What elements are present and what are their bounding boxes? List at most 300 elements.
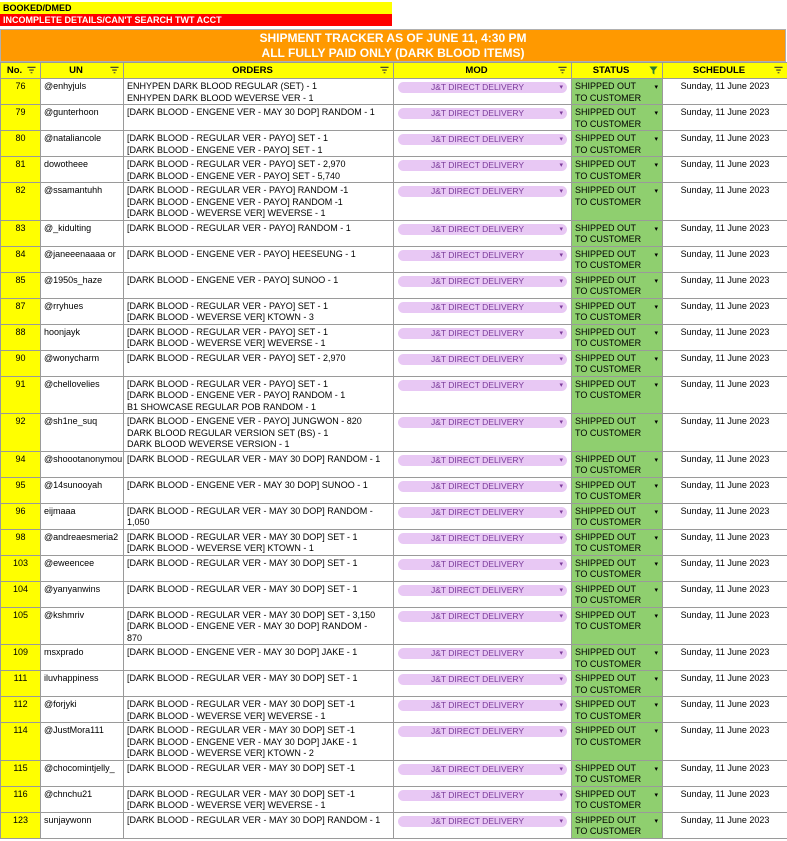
order-line: [DARK BLOOD - REGULAR VER - MAY 30 DOP] SET - 1 bbox=[127, 583, 358, 594]
header-mod[interactable]: MOD bbox=[394, 63, 572, 79]
order-line: [DARK BLOOD - WEVERSE VER] KTOWN - 2 bbox=[127, 748, 314, 758]
cell-schedule[interactable]: Sunday, 11 June 2023 bbox=[663, 529, 787, 555]
status-line: SHIPPED OUT bbox=[575, 416, 637, 426]
chevron-down-icon[interactable]: ▾ bbox=[559, 728, 563, 735]
chevron-down-icon[interactable]: ▾ bbox=[559, 188, 563, 195]
cell-mod bbox=[394, 350, 572, 376]
status-dropdown[interactable] bbox=[572, 671, 663, 697]
cell-schedule[interactable]: Sunday, 11 June 2023 bbox=[663, 760, 787, 786]
cell-un[interactable]: @chnchu21 bbox=[41, 786, 124, 812]
cell-no[interactable]: 92 bbox=[1, 414, 41, 452]
mod-label: J&T DIRECT DELIVERY bbox=[430, 726, 525, 736]
chevron-down-icon[interactable]: ▾ bbox=[654, 612, 658, 620]
cell-schedule[interactable]: Sunday, 11 June 2023 bbox=[663, 105, 787, 131]
cell-schedule[interactable]: Sunday, 11 June 2023 bbox=[663, 246, 787, 272]
chevron-down-icon[interactable]: ▾ bbox=[559, 162, 563, 169]
cell-un[interactable]: @14sunooyah bbox=[41, 477, 124, 503]
mod-dropdown-chip[interactable] bbox=[398, 276, 567, 287]
cell-un[interactable]: @yanyanwins bbox=[41, 581, 124, 607]
cell-no[interactable]: 95 bbox=[1, 477, 41, 503]
chevron-down-icon[interactable]: ▾ bbox=[559, 612, 563, 620]
cell-orders[interactable] bbox=[124, 157, 394, 183]
cell-no[interactable]: 76 bbox=[1, 79, 41, 105]
status-dropdown[interactable] bbox=[572, 183, 663, 221]
status-line: SHIPPED OUT bbox=[575, 352, 637, 363]
order-line: [DARK BLOOD - WEVERSE VER] KTOWN - 3 bbox=[127, 312, 314, 322]
cell-orders[interactable] bbox=[124, 451, 394, 477]
cell-schedule[interactable]: Sunday, 11 June 2023 bbox=[663, 671, 787, 697]
cell-no[interactable]: 105 bbox=[1, 607, 41, 645]
table-row bbox=[1, 451, 787, 477]
cell-no[interactable]: 79 bbox=[1, 105, 41, 131]
chevron-down-icon[interactable]: ▾ bbox=[654, 456, 658, 464]
mod-dropdown-chip[interactable] bbox=[398, 507, 567, 518]
header-schedule[interactable]: SCHEDULE bbox=[663, 63, 787, 79]
cell-schedule[interactable]: Sunday, 11 June 2023 bbox=[663, 157, 787, 183]
order-line: [DARK BLOOD - ENGENE VER - PAYO] SUNOO - 1 bbox=[127, 274, 339, 285]
status-dropdown[interactable] bbox=[572, 376, 663, 414]
cell-schedule[interactable]: Sunday, 11 June 2023 bbox=[663, 697, 787, 723]
status-line: TO CUSTOMER bbox=[575, 543, 642, 553]
mod-label: J&T DIRECT DELIVERY bbox=[430, 82, 525, 92]
order-line: [DARK BLOOD - REGULAR VER - MAY 30 DOP] SET - 3,150 bbox=[127, 609, 376, 620]
cell-no[interactable]: 94 bbox=[1, 451, 41, 477]
mod-label: J&T DIRECT DELIVERY bbox=[430, 789, 525, 800]
status-dropdown[interactable] bbox=[572, 477, 663, 503]
mod-dropdown-chip[interactable] bbox=[398, 186, 567, 197]
status-line: TO CUSTOMER bbox=[575, 390, 642, 400]
status-dropdown[interactable] bbox=[572, 298, 663, 324]
chevron-down-icon[interactable]: ▾ bbox=[654, 817, 658, 825]
cell-orders[interactable] bbox=[124, 246, 394, 272]
cell-schedule[interactable]: Sunday, 11 June 2023 bbox=[663, 324, 787, 350]
cell-orders[interactable] bbox=[124, 555, 394, 581]
cell-orders[interactable] bbox=[124, 183, 394, 221]
cell-no[interactable]: 115 bbox=[1, 760, 41, 786]
mod-dropdown-chip[interactable] bbox=[398, 816, 567, 827]
order-line: [DARK BLOOD - WEVERSE VER] WEVERSE - 1 bbox=[127, 338, 326, 348]
cell-no[interactable]: 82 bbox=[1, 183, 41, 221]
cell-un[interactable]: @_kidulting bbox=[41, 220, 124, 246]
chevron-down-icon[interactable]: ▾ bbox=[559, 419, 563, 426]
header-un[interactable]: UN bbox=[41, 63, 124, 79]
mod-dropdown-chip[interactable] bbox=[398, 417, 567, 428]
filter-icon[interactable] bbox=[110, 66, 119, 75]
cell-un[interactable]: @eweencee bbox=[41, 555, 124, 581]
chevron-down-icon[interactable]: ▾ bbox=[654, 765, 658, 773]
cell-orders[interactable] bbox=[124, 376, 394, 414]
mod-dropdown-chip[interactable] bbox=[398, 481, 567, 492]
cell-un[interactable]: sunjaywonn bbox=[41, 812, 124, 838]
chevron-down-icon[interactable]: ▾ bbox=[654, 650, 658, 657]
cell-no[interactable]: 116 bbox=[1, 786, 41, 812]
chevron-down-icon[interactable]: ▾ bbox=[559, 676, 563, 683]
status-line: TO CUSTOMER bbox=[575, 710, 642, 721]
status-dropdown[interactable] bbox=[572, 131, 663, 157]
mod-dropdown-chip[interactable] bbox=[398, 354, 567, 365]
mod-dropdown-chip[interactable] bbox=[398, 764, 567, 775]
order-line: [DARK BLOOD - REGULAR VER - PAYO] SET - 2,970 bbox=[127, 159, 346, 169]
mod-dropdown-chip[interactable] bbox=[398, 790, 567, 801]
cell-mod bbox=[394, 414, 572, 452]
cell-un[interactable]: @shoootanonymou bbox=[41, 451, 124, 477]
cell-orders[interactable] bbox=[124, 272, 394, 298]
cell-schedule[interactable]: Sunday, 11 June 2023 bbox=[663, 131, 787, 157]
order-line: [DARK BLOOD - REGULAR VER - PAYO] SET - 1 bbox=[127, 378, 329, 389]
mod-dropdown-chip[interactable] bbox=[398, 380, 567, 391]
mod-label: J&T DIRECT DELIVERY bbox=[430, 674, 525, 684]
cell-mod bbox=[394, 246, 572, 272]
cell-no[interactable]: 123 bbox=[1, 812, 41, 838]
cell-un[interactable]: @sh1ne_suq bbox=[41, 414, 124, 452]
cell-mod bbox=[394, 451, 572, 477]
mod-label: J&T DIRECT DELIVERY bbox=[430, 506, 525, 517]
cell-schedule[interactable]: Sunday, 11 June 2023 bbox=[663, 298, 787, 324]
cell-orders[interactable] bbox=[124, 671, 394, 697]
cell-un[interactable]: iluvhappiness bbox=[41, 671, 124, 697]
cell-un[interactable]: @janeeenaaaa or bbox=[41, 246, 124, 272]
chevron-down-icon[interactable]: ▾ bbox=[654, 381, 658, 389]
cell-un[interactable]: eijmaaa bbox=[41, 503, 124, 529]
chevron-down-icon[interactable]: ▾ bbox=[559, 277, 563, 285]
table-row bbox=[1, 298, 787, 324]
order-line: [DARK BLOOD - REGULAR VER - PAYO] SET - 1 bbox=[127, 133, 329, 143]
cell-orders[interactable] bbox=[124, 324, 394, 350]
status-dropdown[interactable] bbox=[572, 220, 663, 246]
legend-booked[interactable]: BOOKED/DMED bbox=[0, 2, 392, 14]
mod-dropdown-chip[interactable] bbox=[398, 455, 567, 466]
status-dropdown[interactable] bbox=[572, 503, 663, 529]
order-line: [DARK BLOOD - WEVERSE VER] WEVERSE - 1 bbox=[127, 710, 326, 721]
chevron-down-icon[interactable]: ▾ bbox=[654, 329, 658, 337]
cell-no[interactable]: 112 bbox=[1, 697, 41, 723]
chevron-down-icon[interactable]: ▾ bbox=[559, 381, 563, 389]
chevron-down-icon[interactable]: ▾ bbox=[654, 225, 658, 233]
cell-no[interactable]: 103 bbox=[1, 555, 41, 581]
mod-dropdown-chip[interactable] bbox=[398, 674, 567, 685]
cell-schedule[interactable]: Sunday, 11 June 2023 bbox=[663, 183, 787, 221]
cell-no[interactable]: 90 bbox=[1, 350, 41, 376]
status-dropdown[interactable] bbox=[572, 272, 663, 298]
cell-schedule[interactable]: Sunday, 11 June 2023 bbox=[663, 723, 787, 761]
table-row bbox=[1, 376, 787, 414]
cell-no[interactable]: 83 bbox=[1, 220, 41, 246]
filter-icon[interactable] bbox=[774, 66, 783, 75]
chevron-down-icon[interactable]: ▾ bbox=[559, 765, 563, 773]
cell-schedule[interactable]: Sunday, 11 June 2023 bbox=[663, 645, 787, 671]
cell-schedule[interactable]: Sunday, 11 June 2023 bbox=[663, 555, 787, 581]
chevron-down-icon[interactable]: ▾ bbox=[559, 456, 563, 464]
chevron-down-icon[interactable]: ▾ bbox=[559, 251, 563, 259]
chevron-down-icon[interactable]: ▾ bbox=[654, 482, 658, 490]
cell-no[interactable]: 104 bbox=[1, 581, 41, 607]
status-dropdown[interactable] bbox=[572, 697, 663, 723]
chevron-down-icon[interactable]: ▾ bbox=[654, 702, 658, 709]
cell-schedule[interactable]: Sunday, 11 June 2023 bbox=[663, 812, 787, 838]
cell-orders[interactable] bbox=[124, 131, 394, 157]
status-line: TO CUSTOMER bbox=[575, 144, 642, 155]
chevron-down-icon[interactable]: ▾ bbox=[654, 355, 658, 363]
cell-orders[interactable] bbox=[124, 697, 394, 723]
chevron-down-icon[interactable]: ▾ bbox=[559, 508, 563, 516]
table-row bbox=[1, 131, 787, 157]
cell-un[interactable]: @chellovelies bbox=[41, 376, 124, 414]
chevron-down-icon[interactable]: ▾ bbox=[559, 355, 563, 363]
status-dropdown[interactable] bbox=[572, 79, 663, 105]
cell-orders[interactable] bbox=[124, 607, 394, 645]
cell-schedule[interactable]: Sunday, 11 June 2023 bbox=[663, 350, 787, 376]
mod-dropdown-chip[interactable] bbox=[398, 700, 567, 711]
mod-dropdown-chip[interactable] bbox=[398, 328, 567, 339]
cell-orders[interactable] bbox=[124, 350, 394, 376]
chevron-down-icon[interactable]: ▾ bbox=[654, 560, 658, 568]
status-dropdown[interactable] bbox=[572, 555, 663, 581]
status-dropdown[interactable] bbox=[572, 246, 663, 272]
cell-no[interactable]: 109 bbox=[1, 645, 41, 671]
mod-dropdown-chip[interactable] bbox=[398, 648, 567, 659]
cell-schedule[interactable]: Sunday, 11 June 2023 bbox=[663, 451, 787, 477]
chevron-down-icon[interactable]: ▾ bbox=[559, 534, 563, 542]
cell-no[interactable]: 91 bbox=[1, 376, 41, 414]
status-line: SHIPPED OUT bbox=[575, 300, 637, 311]
mod-dropdown-chip[interactable] bbox=[398, 726, 567, 737]
status-line: TO CUSTOMER bbox=[575, 595, 642, 605]
mod-label: J&T DIRECT DELIVERY bbox=[430, 134, 525, 144]
cell-no[interactable]: 80 bbox=[1, 131, 41, 157]
status-line: SHIPPED OUT bbox=[575, 378, 637, 389]
mod-dropdown-chip[interactable] bbox=[398, 585, 567, 596]
chevron-down-icon[interactable]: ▾ bbox=[559, 650, 563, 657]
chevron-down-icon[interactable]: ▾ bbox=[559, 225, 563, 233]
status-dropdown[interactable] bbox=[572, 451, 663, 477]
tracker-banner[interactable] bbox=[0, 29, 786, 62]
mod-dropdown-chip[interactable] bbox=[398, 559, 567, 570]
cell-schedule[interactable]: Sunday, 11 June 2023 bbox=[663, 79, 787, 105]
cell-schedule[interactable]: Sunday, 11 June 2023 bbox=[663, 376, 787, 414]
status-line: SHIPPED OUT bbox=[575, 326, 637, 337]
chevron-down-icon[interactable]: ▾ bbox=[559, 702, 563, 709]
filter-icon[interactable] bbox=[380, 66, 389, 75]
chevron-down-icon[interactable]: ▾ bbox=[559, 136, 563, 143]
cell-mod bbox=[394, 812, 572, 838]
order-line: [DARK BLOOD - ENGENE VER - MAY 30 DOP] RANDOM - 1 bbox=[127, 107, 375, 117]
status-dropdown[interactable] bbox=[572, 581, 663, 607]
chevron-down-icon[interactable]: ▾ bbox=[654, 277, 658, 285]
mod-label: J&T DIRECT DELIVERY bbox=[430, 275, 525, 286]
cell-no[interactable]: 85 bbox=[1, 272, 41, 298]
chevron-down-icon[interactable]: ▾ bbox=[654, 303, 658, 311]
status-dropdown[interactable] bbox=[572, 607, 663, 645]
status-dropdown[interactable] bbox=[572, 723, 663, 761]
status-dropdown[interactable] bbox=[572, 529, 663, 555]
cell-no[interactable]: 87 bbox=[1, 298, 41, 324]
mod-label: J&T DIRECT DELIVERY bbox=[430, 610, 525, 621]
status-dropdown[interactable] bbox=[572, 645, 663, 671]
cell-un[interactable]: @chocomintjelly_ bbox=[41, 760, 124, 786]
cell-orders[interactable] bbox=[124, 298, 394, 324]
cell-no[interactable]: 84 bbox=[1, 246, 41, 272]
chevron-down-icon[interactable]: ▾ bbox=[654, 188, 658, 195]
cell-schedule[interactable]: Sunday, 11 June 2023 bbox=[663, 477, 787, 503]
filter-active-icon[interactable] bbox=[649, 66, 658, 75]
status-dropdown[interactable] bbox=[572, 350, 663, 376]
chevron-down-icon[interactable]: ▾ bbox=[654, 728, 658, 735]
order-line: [DARK BLOOD - REGULAR VER - MAY 30 DOP] SET -1 bbox=[127, 699, 356, 709]
cell-mod bbox=[394, 645, 572, 671]
table-row bbox=[1, 645, 787, 671]
cell-orders[interactable] bbox=[124, 477, 394, 503]
mod-dropdown-chip[interactable] bbox=[398, 250, 567, 261]
cell-schedule[interactable]: Sunday, 11 June 2023 bbox=[663, 503, 787, 529]
cell-un[interactable]: @nataliancole bbox=[41, 131, 124, 157]
mod-dropdown-chip[interactable] bbox=[398, 224, 567, 235]
order-line: 870 bbox=[127, 632, 143, 643]
cell-no[interactable]: 96 bbox=[1, 503, 41, 529]
cell-orders[interactable] bbox=[124, 723, 394, 761]
cell-mod bbox=[394, 723, 572, 761]
cell-orders[interactable] bbox=[124, 529, 394, 555]
order-line: ENHYPEN DARK BLOOD REGULAR (SET) - 1 bbox=[127, 81, 318, 91]
chevron-down-icon[interactable]: ▾ bbox=[559, 84, 563, 91]
cell-un[interactable]: @andreaesmeria2 bbox=[41, 529, 124, 555]
chevron-down-icon[interactable]: ▾ bbox=[654, 676, 658, 683]
cell-no[interactable]: 88 bbox=[1, 324, 41, 350]
cell-un[interactable]: @wonycharm bbox=[41, 350, 124, 376]
mod-dropdown-chip[interactable] bbox=[398, 82, 567, 93]
filter-icon[interactable] bbox=[27, 66, 36, 75]
status-line: TO CUSTOMER bbox=[575, 517, 642, 527]
cell-mod bbox=[394, 298, 572, 324]
mod-dropdown-chip[interactable] bbox=[398, 160, 567, 171]
order-line: [DARK BLOOD - REGULAR VER - MAY 30 DOP] SET - 1 bbox=[127, 673, 358, 683]
cell-no[interactable]: 114 bbox=[1, 723, 41, 761]
mod-dropdown-chip[interactable] bbox=[398, 108, 567, 119]
status-line: TO CUSTOMER bbox=[575, 658, 642, 669]
chevron-down-icon[interactable]: ▾ bbox=[654, 110, 658, 117]
cell-orders[interactable] bbox=[124, 812, 394, 838]
status-line: SHIPPED OUT bbox=[575, 107, 637, 117]
chevron-down-icon[interactable]: ▾ bbox=[654, 251, 658, 259]
mod-dropdown-chip[interactable] bbox=[398, 533, 567, 544]
header-no[interactable]: No. bbox=[1, 63, 41, 79]
cell-un[interactable]: @JustMora111 bbox=[41, 723, 124, 761]
order-line: [DARK BLOOD - REGULAR VER - MAY 30 DOP] SET -1 bbox=[127, 725, 356, 735]
cell-un[interactable]: @enhyjuls bbox=[41, 79, 124, 105]
table-row bbox=[1, 350, 787, 376]
cell-un[interactable]: msxprado bbox=[41, 645, 124, 671]
chevron-down-icon[interactable]: ▾ bbox=[654, 508, 658, 516]
cell-orders[interactable] bbox=[124, 786, 394, 812]
cell-schedule[interactable]: Sunday, 11 June 2023 bbox=[663, 272, 787, 298]
status-dropdown[interactable] bbox=[572, 157, 663, 183]
chevron-down-icon[interactable]: ▾ bbox=[654, 534, 658, 542]
table-row bbox=[1, 414, 787, 452]
cell-un[interactable]: @rryhues bbox=[41, 298, 124, 324]
header-status[interactable]: STATUS bbox=[572, 63, 663, 79]
cell-un[interactable]: dowotheee bbox=[41, 157, 124, 183]
chevron-down-icon[interactable]: ▾ bbox=[559, 586, 563, 594]
cell-orders[interactable] bbox=[124, 105, 394, 131]
chevron-down-icon[interactable]: ▾ bbox=[559, 791, 563, 799]
chevron-down-icon[interactable]: ▾ bbox=[654, 84, 658, 91]
cell-schedule[interactable]: Sunday, 11 June 2023 bbox=[663, 414, 787, 452]
chevron-down-icon[interactable]: ▾ bbox=[559, 329, 563, 337]
cell-un[interactable]: @gunterhoon bbox=[41, 105, 124, 131]
header-orders[interactable]: ORDERS bbox=[124, 63, 394, 79]
chevron-down-icon[interactable]: ▾ bbox=[559, 482, 563, 490]
table-row bbox=[1, 581, 787, 607]
cell-un[interactable]: hoonjayk bbox=[41, 324, 124, 350]
cell-schedule[interactable]: Sunday, 11 June 2023 bbox=[663, 581, 787, 607]
cell-mod bbox=[394, 529, 572, 555]
cell-un[interactable]: @kshmriv bbox=[41, 607, 124, 645]
status-dropdown[interactable] bbox=[572, 760, 663, 786]
status-dropdown[interactable] bbox=[572, 105, 663, 131]
filter-icon[interactable] bbox=[558, 66, 567, 75]
mod-label: J&T DIRECT DELIVERY bbox=[430, 648, 525, 658]
cell-schedule[interactable]: Sunday, 11 June 2023 bbox=[663, 220, 787, 246]
status-dropdown[interactable] bbox=[572, 324, 663, 350]
table-row bbox=[1, 607, 787, 645]
status-line: SHIPPED OUT bbox=[575, 647, 637, 657]
cell-un[interactable]: @ssamantuhh bbox=[41, 183, 124, 221]
chevron-down-icon[interactable]: ▾ bbox=[654, 136, 658, 143]
chevron-down-icon[interactable]: ▾ bbox=[559, 303, 563, 311]
cell-schedule[interactable]: Sunday, 11 June 2023 bbox=[663, 607, 787, 645]
cell-orders[interactable] bbox=[124, 581, 394, 607]
mod-dropdown-chip[interactable] bbox=[398, 302, 567, 313]
status-line: TO CUSTOMER bbox=[575, 364, 642, 374]
mod-dropdown-chip[interactable] bbox=[398, 134, 567, 145]
chevron-down-icon[interactable]: ▾ bbox=[559, 817, 563, 825]
header-row bbox=[1, 63, 787, 79]
cell-orders[interactable] bbox=[124, 645, 394, 671]
cell-no[interactable]: 81 bbox=[1, 157, 41, 183]
mod-label: J&T DIRECT DELIVERY bbox=[430, 417, 525, 427]
cell-orders[interactable] bbox=[124, 503, 394, 529]
chevron-down-icon[interactable]: ▾ bbox=[559, 560, 563, 568]
cell-schedule[interactable]: Sunday, 11 June 2023 bbox=[663, 786, 787, 812]
cell-mod bbox=[394, 376, 572, 414]
status-line: TO CUSTOMER bbox=[575, 569, 642, 579]
chevron-down-icon[interactable]: ▾ bbox=[654, 791, 658, 799]
chevron-down-icon[interactable]: ▾ bbox=[559, 110, 563, 117]
order-line: [DARK BLOOD - WEVERSE VER] WEVERSE - 1 bbox=[127, 208, 326, 218]
order-line: [DARK BLOOD - REGULAR VER - PAYO] SET - 2,970 bbox=[127, 352, 346, 363]
cell-orders[interactable] bbox=[124, 79, 394, 105]
cell-no[interactable]: 98 bbox=[1, 529, 41, 555]
cell-orders[interactable] bbox=[124, 220, 394, 246]
table-row bbox=[1, 529, 787, 555]
status-line: SHIPPED OUT bbox=[575, 725, 637, 735]
mod-dropdown-chip[interactable] bbox=[398, 611, 567, 622]
chevron-down-icon[interactable]: ▾ bbox=[654, 586, 658, 594]
cell-orders[interactable] bbox=[124, 414, 394, 452]
cell-orders[interactable] bbox=[124, 760, 394, 786]
chevron-down-icon[interactable]: ▾ bbox=[654, 419, 658, 426]
status-dropdown[interactable] bbox=[572, 414, 663, 452]
cell-un[interactable]: @forjyki bbox=[41, 697, 124, 723]
status-dropdown[interactable] bbox=[572, 786, 663, 812]
order-line: DARK BLOOD WEVERSE VERSION - 1 bbox=[127, 439, 290, 449]
cell-un[interactable]: @1950s_haze bbox=[41, 272, 124, 298]
legend-incomplete[interactable]: INCOMPLETE DETAILS/CAN'T SEARCH TWT ACCT bbox=[0, 14, 392, 26]
status-dropdown[interactable] bbox=[572, 812, 663, 838]
chevron-down-icon[interactable]: ▾ bbox=[654, 162, 658, 169]
cell-no[interactable]: 111 bbox=[1, 671, 41, 697]
status-line: TO CUSTOMER bbox=[575, 118, 642, 129]
order-line: DARK BLOOD REGULAR VERSION SET (BS) - 1 bbox=[127, 427, 329, 438]
